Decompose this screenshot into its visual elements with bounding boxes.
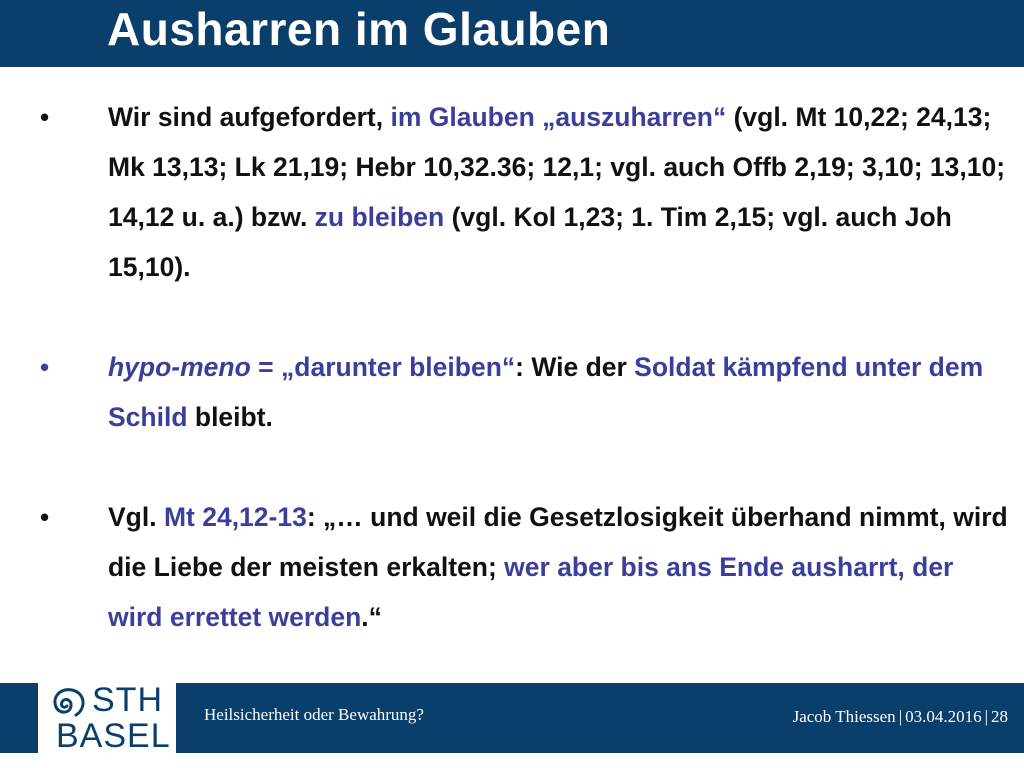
highlight-segment: zu bleiben xyxy=(314,202,445,232)
footer xyxy=(0,683,1024,753)
bullet-text xyxy=(108,352,983,432)
bullet-3 xyxy=(0,492,1008,642)
bullet-text xyxy=(108,102,1005,282)
bullet-text xyxy=(108,502,1008,632)
text-segment: (vgl. Kol 1,23; 1. Tim 2,15; vgl. auch Joh 15,10). xyxy=(108,202,952,282)
footer-left-band xyxy=(0,683,38,753)
bullet-2 xyxy=(0,342,1008,442)
footer-info xyxy=(793,707,1008,727)
highlight-segment: = „darunter bleiben“ xyxy=(250,352,516,382)
logo-sth-text: STH xyxy=(92,681,163,719)
highlight-italic-segment: hypo-meno xyxy=(108,352,251,382)
separator: | xyxy=(898,707,903,726)
highlight-segment: im Glauben „auszuharren“ xyxy=(390,102,727,132)
text-segment: : „… und weil die Gesetzlosigkeit überhand nimmt, wird die Liebe der meisten erkalten; xyxy=(108,502,1008,582)
text-segment: Vgl. xyxy=(108,502,164,532)
page-number: 28 xyxy=(991,707,1008,726)
footer-bar xyxy=(176,683,1024,753)
text-segment: Wir sind aufgefordert, xyxy=(108,102,391,132)
highlight-segment: Mt 24,12-13 xyxy=(163,502,307,532)
bullet-1 xyxy=(0,92,1008,292)
date: 03.04.2016 xyxy=(905,707,982,726)
text-segment: : Wie der xyxy=(515,352,635,382)
slide-title: Ausharren im Glauben xyxy=(107,3,611,55)
slide-content xyxy=(0,92,1024,642)
separator: | xyxy=(984,707,988,726)
text-segment: bleibt. xyxy=(187,402,273,432)
title-bar xyxy=(0,0,1024,67)
highlight-segment: wer aber bis ans Ende ausharrt, der wird errettet werden xyxy=(108,552,954,632)
highlight-segment: Soldat kämpfend unter dem Schild xyxy=(108,352,984,432)
sth-basel-logo xyxy=(38,683,176,753)
presentation-title: Heilsicherheit oder Bewahrung? xyxy=(204,705,424,724)
text-segment: (vgl. Mt 10,22; 24,13; Mk 13,13; Lk 21,19; Hebr 10,32.36; 12,1; vgl. auch Offb 2,19; 3,10; 13,10; 14,12 u. a.) bzw. xyxy=(108,102,1006,232)
author: Jacob Thiessen xyxy=(792,707,896,726)
spiral-logo-icon xyxy=(46,685,90,721)
bullet-marker: • xyxy=(40,352,50,382)
bullet-marker: • xyxy=(40,502,50,532)
bullet-marker: • xyxy=(40,102,50,132)
text-segment: .“ xyxy=(361,602,382,632)
logo-basel-text: BASEL xyxy=(56,717,171,755)
